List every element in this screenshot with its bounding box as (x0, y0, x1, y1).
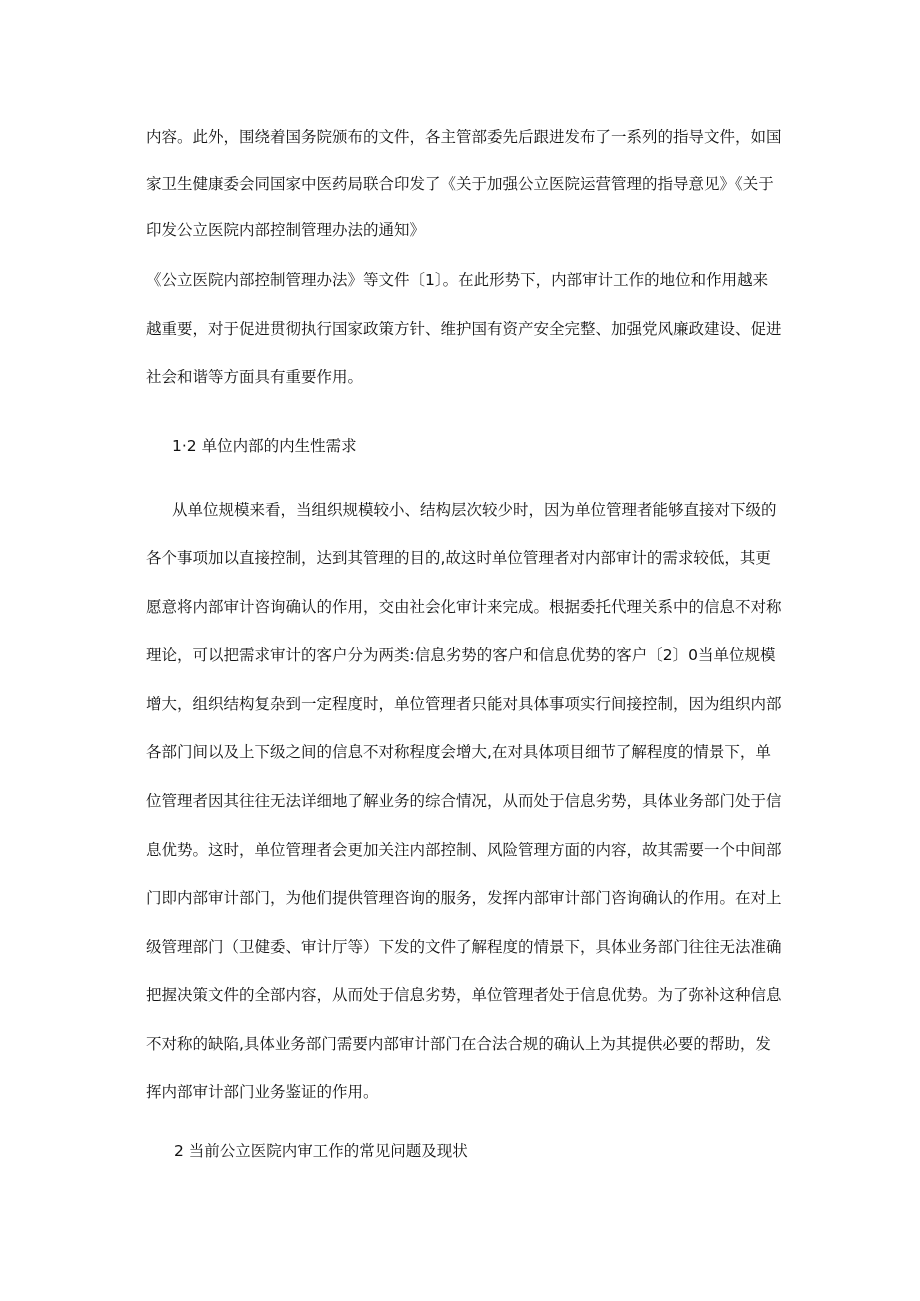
paragraph-line: 《公立医院内部控制管理办法》等文件〔1〕。在此形势下，内部审计工作的地位和作用越来 (146, 271, 769, 289)
paragraph-line: 级管理部门（卫健委、审计厅等）下发的文件了解程度的情景下，具体业务部门往往无法准确 (146, 938, 782, 956)
paragraph-line: 不对称的缺陷,具体业务部门需要内部审计部门在合法合规的确认上为其提供必要的帮助，发 (146, 1035, 771, 1053)
paragraph-line: 愿意将内部审计咨询确认的作用，交由社会化审计来完成。根据委托代理关系中的信息不对称 (146, 598, 782, 616)
section-heading-2: 2 当前公立医院内审工作的常见问题及现状 (174, 1142, 468, 1160)
paragraph-line: 各部门间以及上下级之间的信息不对称程度会增大,在对具体项目细节了解程度的情景下，单 (146, 743, 771, 761)
paragraph-line: 社会和谐等方面具有重要作用。 (146, 368, 364, 386)
paragraph-line: 内容。此外，围绕着国务院颁布的文件，各主管部委先后跟进发布了一系列的指导文件，如国 (146, 128, 782, 146)
paragraph-line: 印发公立医院内部控制管理办法的通知》 (146, 221, 426, 239)
paragraph-line: 把握决策文件的全部内容，从而处于信息劣势，单位管理者处于信息优势。为了弥补这种信息 (146, 986, 782, 1004)
paragraph-line: 越重要，对于促进贯彻执行国家政策方针、维护国有资产安全完整、加强党风廉政建设、促进 (146, 320, 782, 338)
paragraph-line: 理论，可以把需求审计的客户分为两类:信息劣势的客户和信息优势的客户〔2〕0当单位规模 (146, 646, 776, 664)
paragraph-line: 位管理者因其往往无法详细地了解业务的综合情况，从而处于信息劣势，具体业务部门处于信 (146, 792, 782, 810)
paragraph-line: 各个事项加以直接控制，达到其管理的目的,故这时单位管理者对内部审计的需求较低，其更 (146, 549, 771, 567)
paragraph-line: 门即内部审计部门，为他们提供管理咨询的服务，发挥内部审计部门咨询确认的作用。在对上 (146, 889, 782, 907)
paragraph-line: 息优势。这时，单位管理者会更加关注内部控制、风险管理方面的内容，故其需要一个中间部 (146, 841, 782, 859)
section-heading-1-2: 1·2 单位内部的内生性需求 (172, 437, 357, 455)
paragraph-line: 家卫生健康委会同国家中医药局联合印发了《关于加强公立医院运营管理的指导意见》《关于 (146, 175, 774, 193)
paragraph-line: 从单位规模来看，当组织规模较小、结构层次较少时，因为单位管理者能够直接对下级的 (172, 501, 777, 519)
paragraph-line: 挥内部审计部门业务鉴证的作用。 (146, 1083, 379, 1101)
paragraph-line: 增大，组织结构复杂到一定程度时，单位管理者只能对具体事项实行间接控制，因为组织内部 (146, 695, 782, 713)
